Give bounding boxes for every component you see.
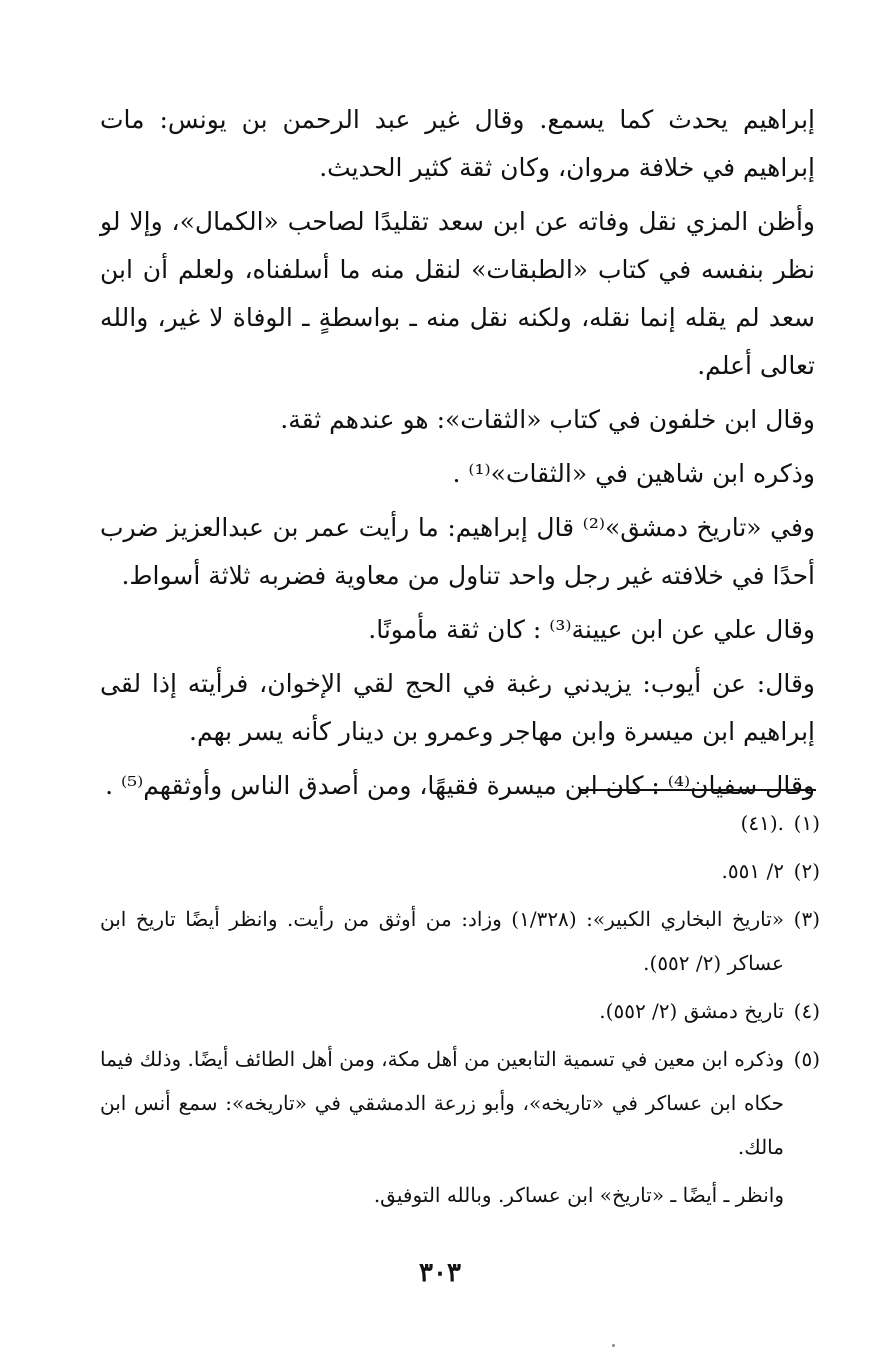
footnote-text: تاريخ دمشق (٢/ ٥٥٢).: [599, 999, 784, 1023]
paragraph: وفي «تاريخ دمشق»⁽²⁾ قال إبراهيم: ما رأيت عمر بن عبدالعزيز ضرب أحدًا في خلافته غير رجل واحد تناول من معاوية فضربه ثلاثة أسواط.: [100, 513, 816, 590]
page-number: ٣٠٣: [419, 1258, 461, 1288]
paragraph: وقال سفيان⁽⁴⁾ : كان ابن ميسرة فقيهًا، ومن أصدق الناس وأوثقهم⁽⁵⁾ .: [105, 771, 815, 800]
footnote-text: .(٤١): [740, 811, 784, 835]
footnote: [100, 989, 820, 1033]
paragraph: وأظن المزي نقل وفاته عن ابن سعد تقليدًا لصاحب «الكمال»، وإلا لو نظر بنفسه في كتاب «الطبقات» لنقل منه ما أسلفناه، ولعلم أن ابن سعد لم يقله إنما نقله، ولكنه نقل منه ـ بواسطةٍ ـ الوفاة لا غير، والله تعالى أعلم.: [100, 207, 815, 380]
paragraph: وقال ابن خلفون في كتاب «الثقات»: هو عندهم ثقة.: [280, 405, 815, 434]
footnote-text: وذكره ابن معين في تسمية التابعين من أهل مكة، ومن أهل الطائف أيضًا. وذلك فيما حكاه ابن عساكر في «تاريخه»، وأبو زرعة الدمشقي في «تاريخه»: سمع أنس ابن مالك.: [100, 1047, 784, 1159]
paragraph: وقال علي عن ابن عيينة⁽³⁾ : كان ثقة مأمونًا.: [368, 615, 815, 644]
paragraph: وقال: عن أيوب: يزيدني رغبة في الحج لقي الإخوان، فرأيته إذا لقى إبراهيم ابن ميسرة وابن مهاجر وعمرو بن دينار كأنه يسر بهم.: [100, 669, 815, 746]
footnotes: [100, 801, 820, 1217]
footnote-number: (٤): [793, 999, 820, 1023]
footnote: [100, 801, 820, 845]
footnote-number: (٣): [793, 907, 820, 931]
footnote-text: «تاريخ البخاري الكبير»: (١/٣٢٨) وزاد: من أوثق من رأيت. وانظر أيضًا تاريخ ابن عساكر (٢/ ٥٥٢).: [100, 907, 784, 975]
footnote: [100, 849, 820, 893]
footnote: [100, 897, 820, 985]
footnote-separator: [580, 789, 816, 791]
footnote-text: ٢/ ٥٥١.: [721, 859, 784, 883]
footnote-continuation: وانظر ـ أيضًا ـ «تاريخ» ابن عساكر. وبالله التوفيق.: [373, 1183, 784, 1207]
main-text: [100, 96, 815, 816]
scan-speck: [612, 1344, 615, 1347]
paragraph: وذكره ابن شاهين في «الثقات»⁽¹⁾ .: [452, 459, 815, 488]
footnote-number: (٢): [793, 859, 820, 883]
paragraph: إبراهيم يحدث كما يسمع. وقال غير عبد الرحمن بن يونس: مات إبراهيم في خلافة مروان، وكان ثقة كثير الحديث.: [100, 105, 815, 182]
footnote-number: (١): [793, 811, 820, 835]
footnote-number: (٥): [793, 1047, 820, 1071]
footnote: [100, 1037, 820, 1169]
